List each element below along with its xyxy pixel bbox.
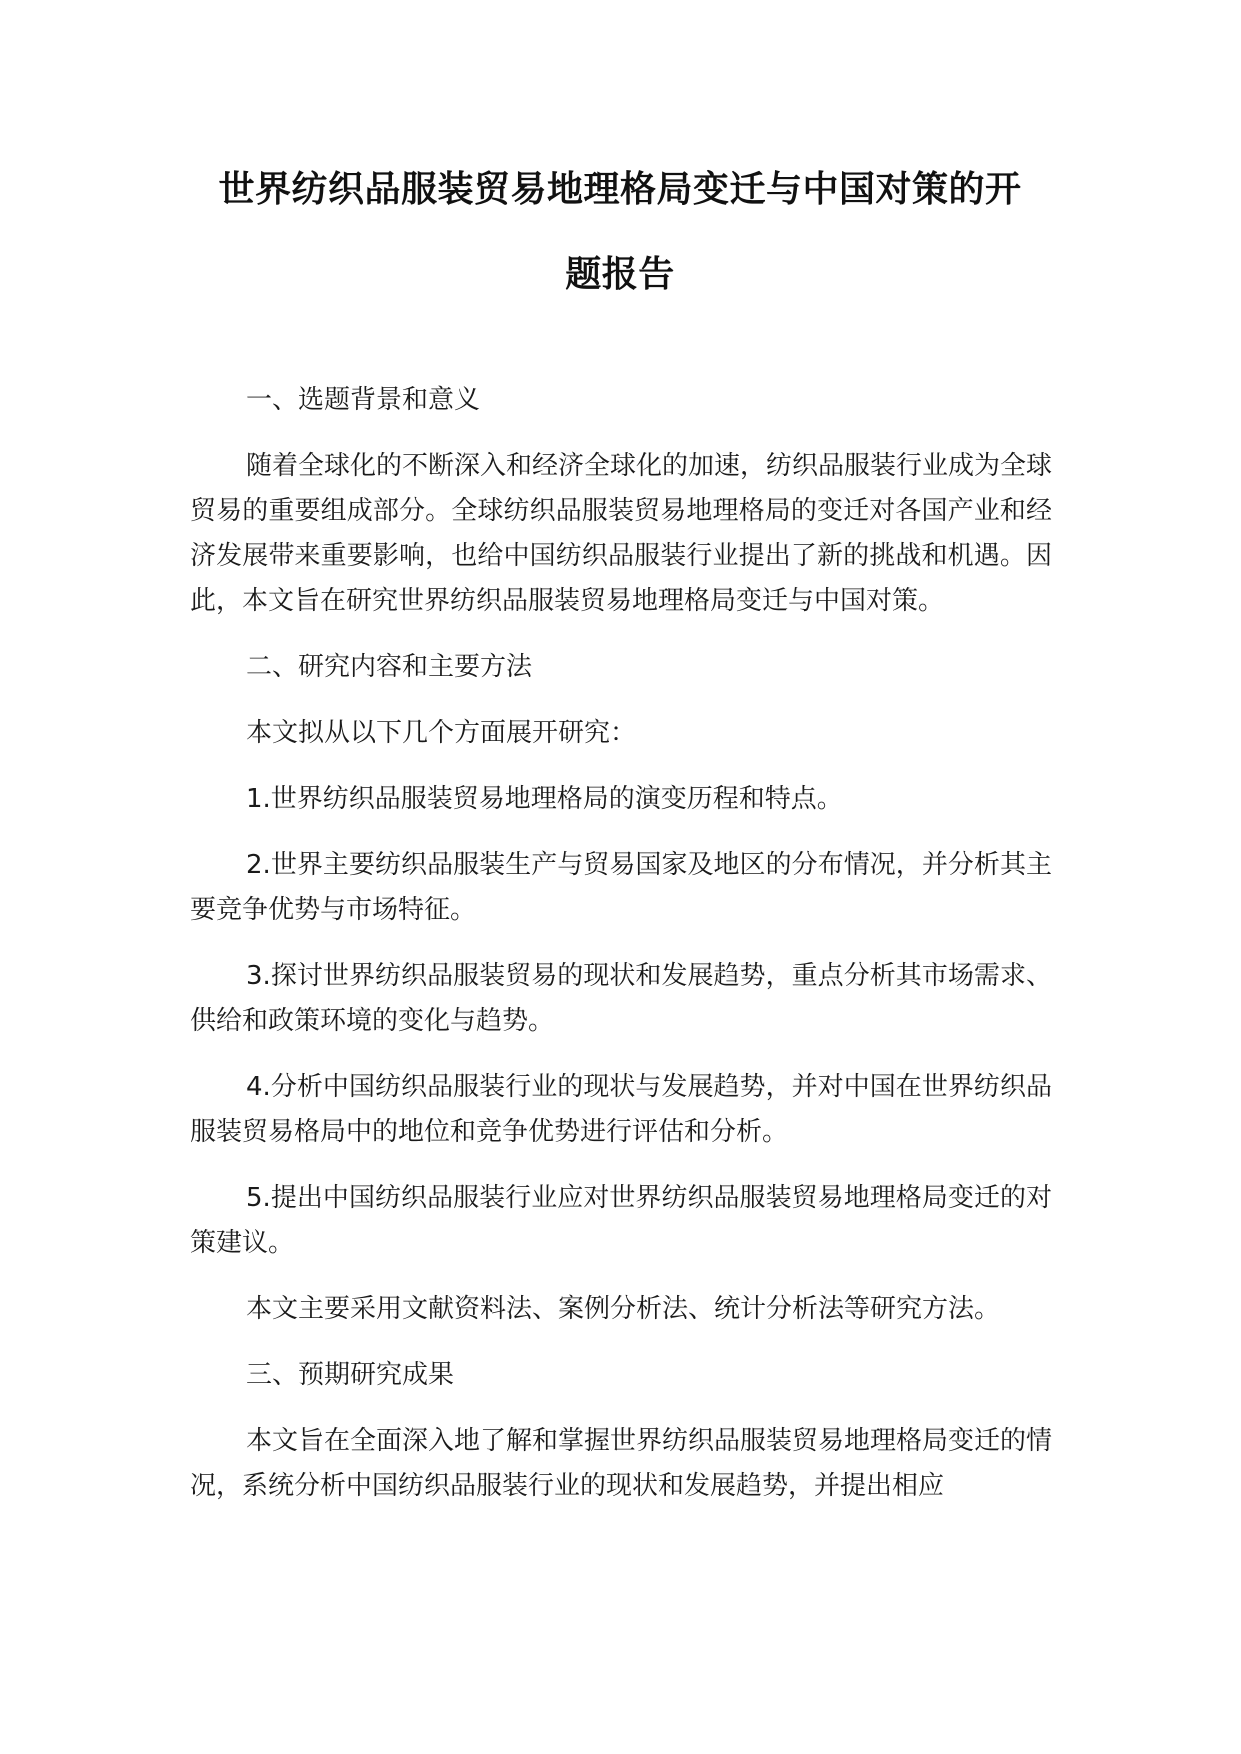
title-line-2: 题报告 xyxy=(565,254,675,296)
section-heading-background: 一、选题背景和意义 xyxy=(246,385,481,415)
list-item-3: 3.探讨世界纺织品服装贸易的现状和发展趋势，重点分析其市场需求、供给和政策环境的变化与趋势。 xyxy=(190,961,1052,1036)
paragraph-expected-results: 本文旨在全面深入地了解和掌握世界纺织品服装贸易地理格局变迁的情况，系统分析中国纺织品服装行业的现状和发展趋势，并提出相应 xyxy=(190,1426,1053,1501)
document-title xyxy=(150,168,1090,296)
list-item-4: 4.分析中国纺织品服装行业的现状与发展趋势，并对中国在世界纺织品服装贸易格局中的地位和竞争优势进行评估和分析。 xyxy=(190,1072,1052,1147)
list-item-5: 5.提出中国纺织品服装行业应对世界纺织品服装贸易地理格局变迁的对策建议。 xyxy=(190,1183,1052,1258)
title-line-1: 世界纺织品服装贸易地理格局变迁与中国对策的开 xyxy=(218,169,1022,210)
paragraph-background: 随着全球化的不断深入和经济全球化的加速，纺织品服装行业成为全球贸易的重要组成部分。全球纺织品服装贸易地理格局的变迁对各国产业和经济发展带来重要影响，也给中国纺织品服装行业提出了新的挑战和机遇。因此，本文旨在研究世界纺织品服装贸易地理格局变迁与中国对策。 xyxy=(190,451,1053,616)
list-item-2: 2.世界主要纺织品服装生产与贸易国家及地区的分布情况，并分析其主要竞争优势与市场特征。 xyxy=(190,850,1052,925)
list-item-1: 1.世界纺织品服装贸易地理格局的演变历程和特点。 xyxy=(246,784,843,814)
section-heading-content-methods: 二、研究内容和主要方法 xyxy=(246,652,533,682)
section-heading-expected-results: 三、预期研究成果 xyxy=(246,1360,455,1390)
paragraph-methods: 本文主要采用文献资料法、案例分析法、统计分析法等研究方法。 xyxy=(246,1294,1001,1324)
document-body xyxy=(190,378,1052,1530)
paragraph-intro-aspects: 本文拟从以下几个方面展开研究： xyxy=(246,718,637,748)
